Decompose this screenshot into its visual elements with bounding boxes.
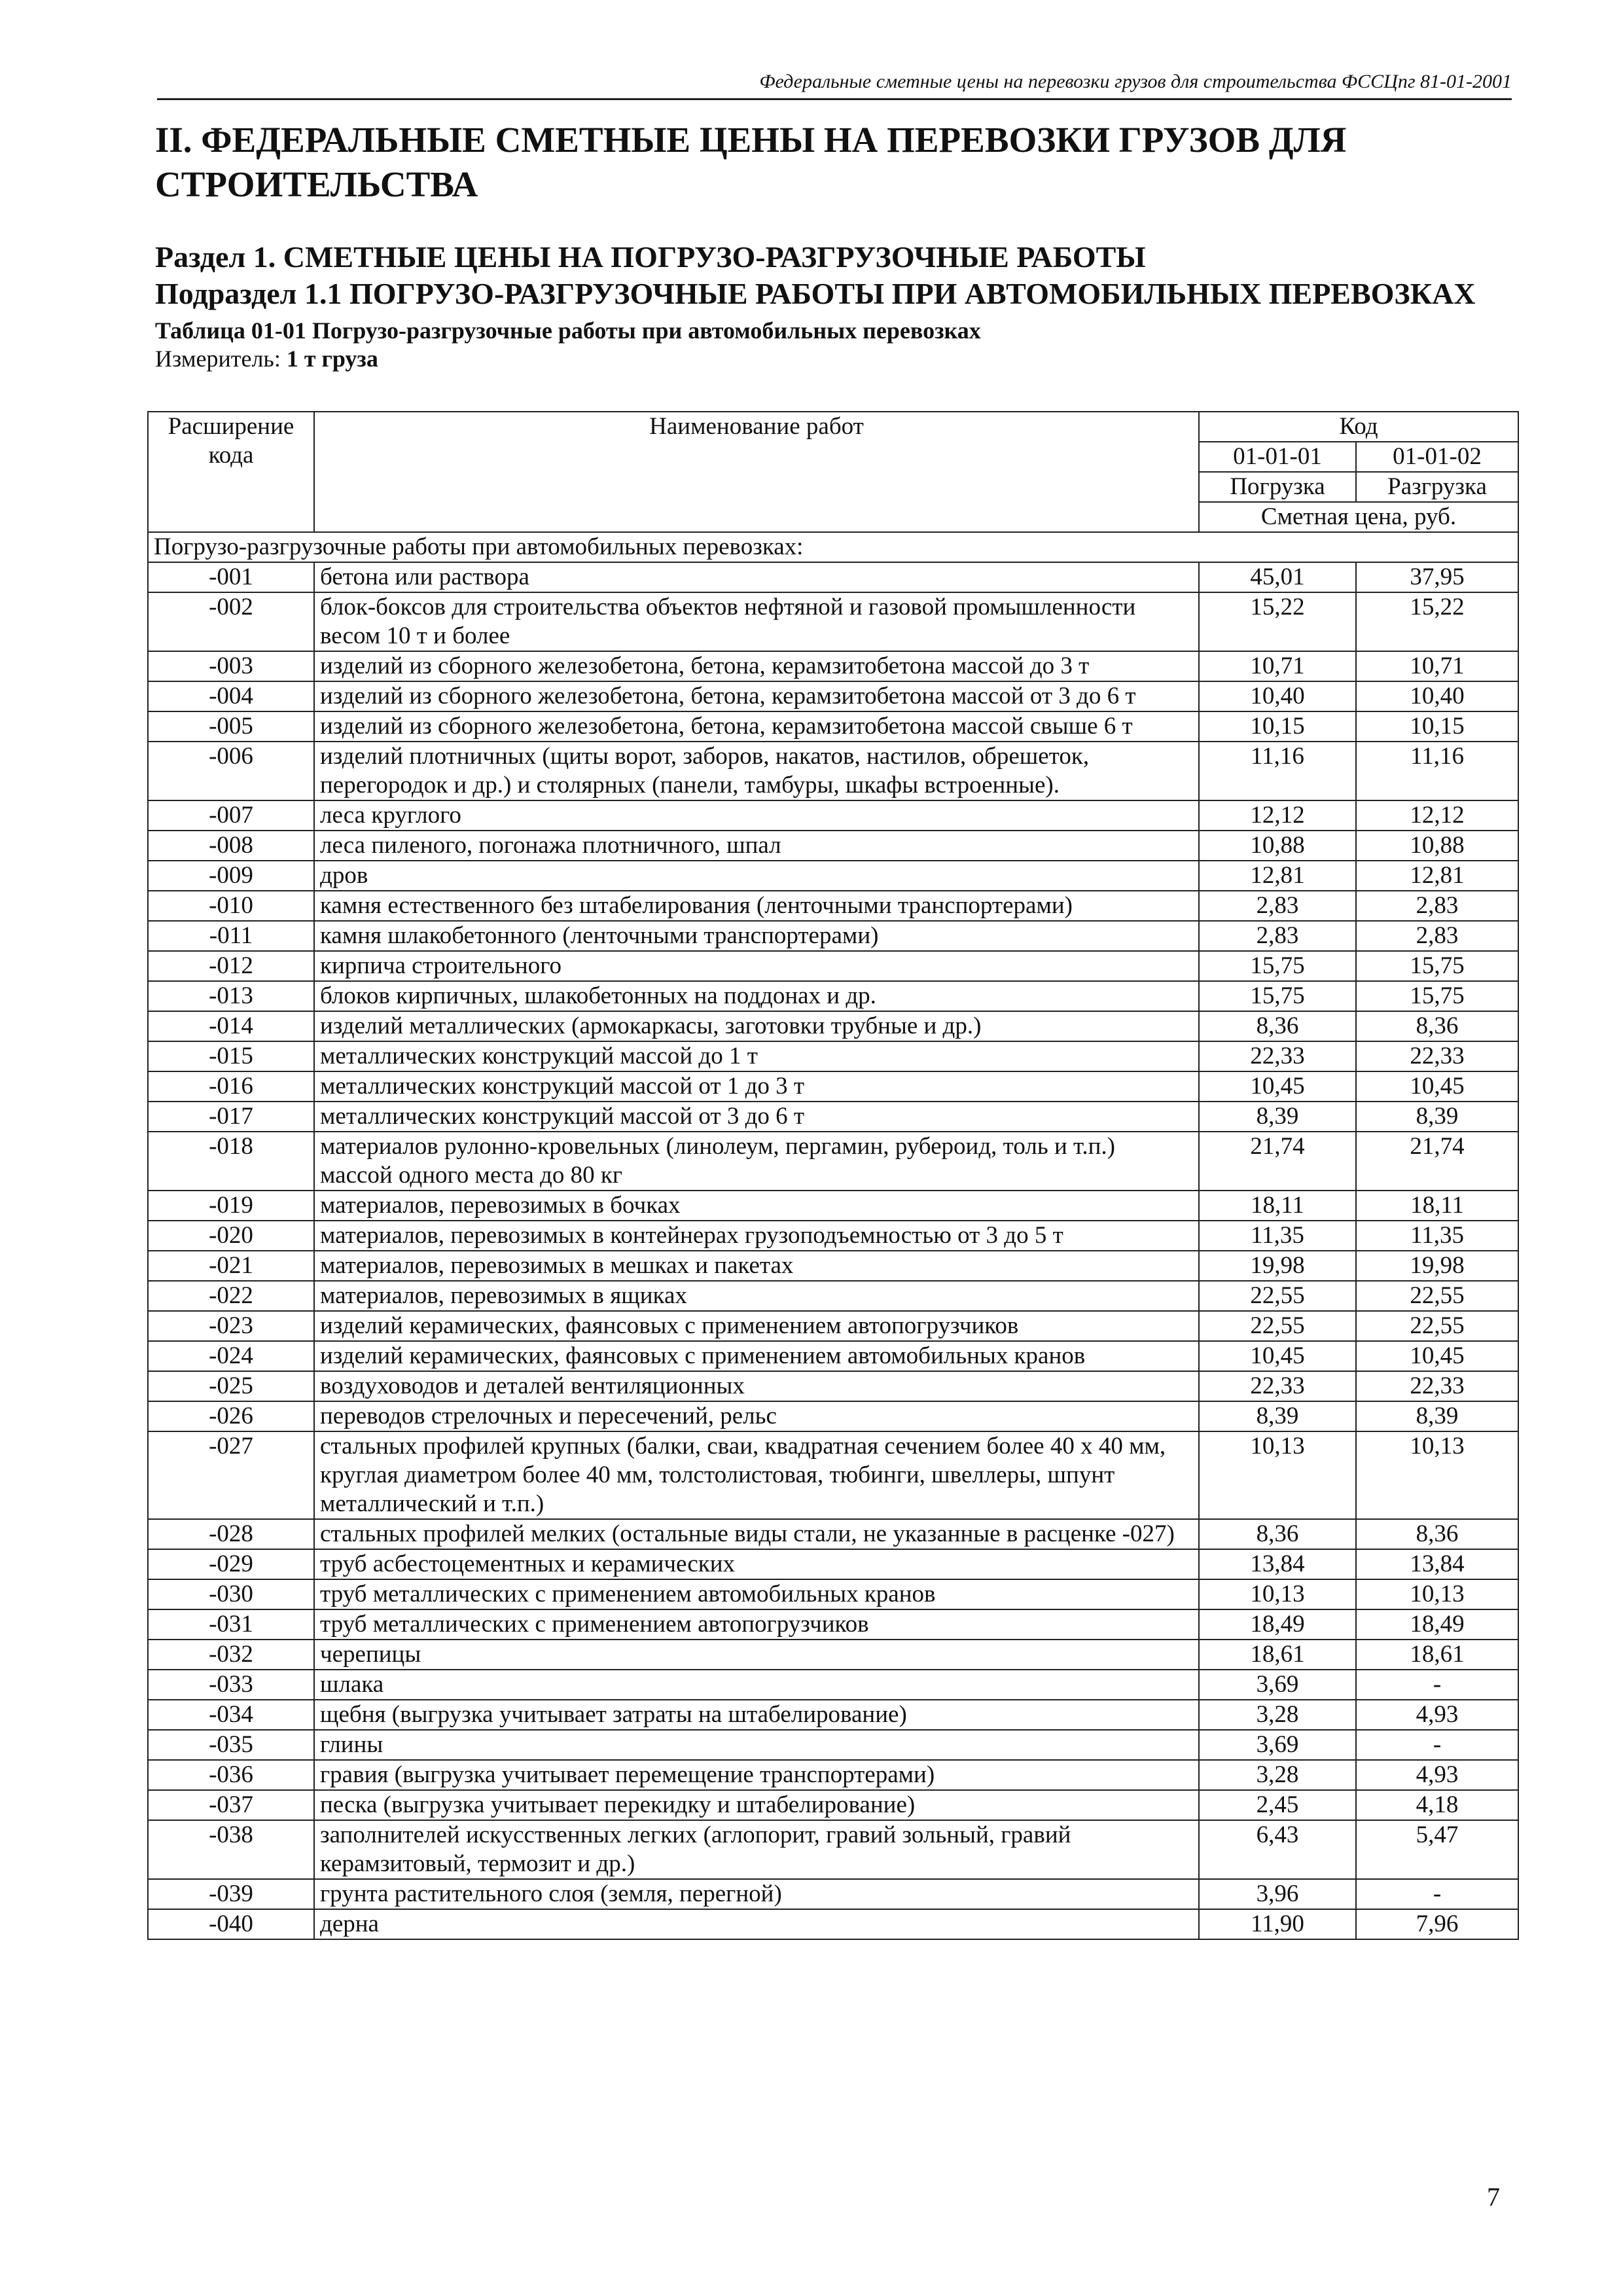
row-unload-price: 21,74 [1356, 1132, 1518, 1191]
subsection-title: Подраздел 1.1 ПОГРУЗО-РАЗГРУЗОЧНЫЕ РАБОТЫ ПРИ АВТОМОБИЛЬНЫХ ПЕРЕВОЗКАХ [155, 277, 1476, 310]
row-unload-price: 8,36 [1356, 1519, 1518, 1549]
row-name: материалов, перевозимых в мешках и пакетах [314, 1251, 1199, 1281]
row-name: леса пиленого, погонажа плотничного, шпал [314, 831, 1199, 861]
row-unload-price: 10,88 [1356, 831, 1518, 861]
row-load-price: 3,28 [1199, 1760, 1356, 1790]
row-unload-price: - [1356, 1670, 1518, 1700]
row-name: грунта растительного слоя (земля, перегной) [314, 1879, 1199, 1909]
row-name: металлических конструкций массой от 1 до 3 т [314, 1071, 1199, 1102]
row-unload-price: 4,18 [1356, 1790, 1518, 1820]
row-unload-price: 15,75 [1356, 981, 1518, 1011]
row-unload-price: 18,11 [1356, 1191, 1518, 1221]
row-code: -016 [148, 1071, 314, 1102]
row-code: -022 [148, 1281, 314, 1311]
row-name: переводов стрелочных и пересечений, рельс [314, 1401, 1199, 1431]
row-code: -014 [148, 1011, 314, 1041]
row-code: -036 [148, 1760, 314, 1790]
row-name: изделий керамических, фаянсовых с применением автопогрузчиков [314, 1311, 1199, 1341]
row-unload-price: 10,13 [1356, 1431, 1518, 1519]
table-row [148, 951, 1518, 981]
table-row [148, 1431, 1518, 1519]
row-code: -004 [148, 681, 314, 711]
row-name: заполнителей искусственных легких (аглопорит, гравий зольный, гравий керамзитовый, термозит и др.) [314, 1820, 1199, 1879]
row-name: стальных профилей мелких (остальные виды стали, не указанные в расценке -027) [314, 1519, 1199, 1549]
table-caption: Таблица 01-01 Погрузо-разгрузочные работы при автомобильных перевозках [155, 317, 981, 344]
table-row [148, 1579, 1518, 1609]
row-code: -019 [148, 1191, 314, 1221]
row-code: -034 [148, 1700, 314, 1730]
row-load-price: 11,35 [1199, 1221, 1356, 1251]
measure-label: Измеритель: [155, 346, 281, 372]
row-name: леса круглого [314, 800, 1199, 831]
row-name: изделий из сборного железобетона, бетона, керамзитобетона массой от 3 до 6 т [314, 681, 1199, 711]
row-load-price: 18,61 [1199, 1640, 1356, 1670]
row-unload-price: 8,39 [1356, 1401, 1518, 1431]
row-load-price: 8,39 [1199, 1102, 1356, 1132]
row-load-price: 11,90 [1199, 1909, 1356, 1939]
rates-table [147, 411, 1519, 1940]
row-unload-price: 22,33 [1356, 1041, 1518, 1071]
row-load-price: 10,13 [1199, 1431, 1356, 1519]
table-row [148, 1041, 1518, 1071]
row-load-price: 6,43 [1199, 1820, 1356, 1879]
row-unload-price: 10,71 [1356, 651, 1518, 681]
row-unload-price: 2,83 [1356, 891, 1518, 921]
row-code: -029 [148, 1549, 314, 1579]
row-load-price: 22,33 [1199, 1371, 1356, 1401]
row-name: материалов, перевозимых в контейнерах грузоподъемностью от 3 до 5 т [314, 1221, 1199, 1251]
row-name: металлических конструкций массой до 1 т [314, 1041, 1199, 1071]
row-code: -009 [148, 861, 314, 891]
row-code: -011 [148, 921, 314, 951]
row-load-price: 15,75 [1199, 981, 1356, 1011]
row-load-price: 2,45 [1199, 1790, 1356, 1820]
row-unload-price: 12,81 [1356, 861, 1518, 891]
row-load-price: 22,33 [1199, 1041, 1356, 1071]
table-row [148, 562, 1518, 592]
table-row [148, 1401, 1518, 1431]
row-unload-price: 22,55 [1356, 1311, 1518, 1341]
row-unload-price: 8,36 [1356, 1011, 1518, 1041]
table-row [148, 1519, 1518, 1549]
row-load-price: 11,16 [1199, 742, 1356, 800]
row-code: -002 [148, 592, 314, 651]
row-load-price: 15,75 [1199, 951, 1356, 981]
row-code: -015 [148, 1041, 314, 1071]
row-load-price: 3,96 [1199, 1879, 1356, 1909]
table-header [148, 412, 1518, 532]
row-name: металлических конструкций массой от 3 до 6 т [314, 1102, 1199, 1132]
row-code: -040 [148, 1909, 314, 1939]
row-load-price: 8,36 [1199, 1011, 1356, 1041]
measure-line [155, 345, 1516, 372]
row-code: -032 [148, 1640, 314, 1670]
row-code: -005 [148, 711, 314, 742]
table-row [148, 1790, 1518, 1820]
header-code-2: 01-01-02 [1356, 442, 1518, 472]
row-code: -039 [148, 1879, 314, 1909]
row-load-price: 18,49 [1199, 1609, 1356, 1640]
row-name: труб металлических с применением автопогрузчиков [314, 1609, 1199, 1640]
row-name: труб асбестоцементных и керамических [314, 1549, 1199, 1579]
row-name: щебня (выгрузка учитывает затраты на штабелирование) [314, 1700, 1199, 1730]
table-row [148, 711, 1518, 742]
table-row [148, 1549, 1518, 1579]
table-row [148, 1071, 1518, 1102]
table-row [148, 1102, 1518, 1132]
section-headings [155, 239, 1516, 372]
page-title: II. ФЕДЕРАЛЬНЫЕ СМЕТНЫЕ ЦЕНЫ НА ПЕРЕВОЗКИ ГРУЗОВ ДЛЯ СТРОИТЕЛЬСТВА [155, 120, 1347, 204]
table-row [148, 1730, 1518, 1760]
table-row [148, 1251, 1518, 1281]
table-row [148, 891, 1518, 921]
row-name: блоков кирпичных, шлакобетонных на поддонах и др. [314, 981, 1199, 1011]
row-code: -027 [148, 1431, 314, 1519]
row-name: стальных профилей крупных (балки, сваи, квадратная сечением более 40 х 40 мм, круглая диаметром более 40 мм, толстолистовая, тюбинги, швеллеры, шпунт металлический и т.п.) [314, 1431, 1199, 1519]
table-row [148, 742, 1518, 800]
row-name: бетона или раствора [314, 562, 1199, 592]
row-load-price: 3,69 [1199, 1730, 1356, 1760]
header-op-unload: Разгрузка [1356, 472, 1518, 502]
measure-value: 1 т груза [286, 346, 378, 372]
group-label: Погрузо-разгрузочные работы при автомобильных перевозках: [148, 532, 1518, 562]
row-code: -001 [148, 562, 314, 592]
row-load-price: 8,39 [1199, 1401, 1356, 1431]
row-name: изделий из сборного железобетона, бетона, керамзитобетона массой до 3 т [314, 651, 1199, 681]
row-load-price: 12,12 [1199, 800, 1356, 831]
row-load-price: 19,98 [1199, 1251, 1356, 1281]
row-unload-price: 15,22 [1356, 592, 1518, 651]
header-op-load: Погрузка [1199, 472, 1356, 502]
table-row [148, 861, 1518, 891]
row-load-price: 2,83 [1199, 921, 1356, 951]
row-load-price: 13,84 [1199, 1549, 1356, 1579]
page-number: 7 [1487, 2182, 1500, 2212]
row-unload-price: - [1356, 1879, 1518, 1909]
row-code: -017 [148, 1102, 314, 1132]
row-code: -020 [148, 1221, 314, 1251]
row-load-price: 15,22 [1199, 592, 1356, 651]
row-load-price: 21,74 [1199, 1132, 1356, 1191]
table-row [148, 1191, 1518, 1221]
row-name: гравия (выгрузка учитывает перемещение транспортерами) [314, 1760, 1199, 1790]
row-unload-price: 7,96 [1356, 1909, 1518, 1939]
table-row [148, 1341, 1518, 1371]
row-unload-price: 4,93 [1356, 1760, 1518, 1790]
row-name: дров [314, 861, 1199, 891]
row-code: -007 [148, 800, 314, 831]
header-unit: Сметная цена, руб. [1199, 502, 1518, 532]
row-unload-price: 10,15 [1356, 711, 1518, 742]
row-code: -030 [148, 1579, 314, 1609]
row-unload-price: 11,35 [1356, 1221, 1518, 1251]
row-name: глины [314, 1730, 1199, 1760]
row-load-price: 10,45 [1199, 1071, 1356, 1102]
row-load-price: 22,55 [1199, 1311, 1356, 1341]
header-work-name: Наименование работ [314, 412, 1199, 532]
row-name: черепицы [314, 1640, 1199, 1670]
row-load-price: 10,15 [1199, 711, 1356, 742]
table-row [148, 1311, 1518, 1341]
row-name: изделий металлических (армокаркасы, заготовки трубные и др.) [314, 1011, 1199, 1041]
row-code: -018 [148, 1132, 314, 1191]
table-row [148, 1760, 1518, 1790]
row-load-price: 3,69 [1199, 1670, 1356, 1700]
row-unload-price: - [1356, 1730, 1518, 1760]
row-code: -008 [148, 831, 314, 861]
row-name: изделий керамических, фаянсовых с применением автомобильных кранов [314, 1341, 1199, 1371]
row-name: труб металлических с применением автомобильных кранов [314, 1579, 1199, 1609]
row-name: песка (выгрузка учитывает перекидку и штабелирование) [314, 1790, 1199, 1820]
row-name: камня шлакобетонного (ленточными транспортерами) [314, 921, 1199, 951]
row-load-price: 22,55 [1199, 1281, 1356, 1311]
row-code: -038 [148, 1820, 314, 1879]
row-unload-price: 13,84 [1356, 1549, 1518, 1579]
row-code: -031 [148, 1609, 314, 1640]
row-code: -035 [148, 1730, 314, 1760]
row-unload-price: 18,61 [1356, 1640, 1518, 1670]
row-load-price: 10,71 [1199, 651, 1356, 681]
section-title: Раздел 1. СМЕТНЫЕ ЦЕНЫ НА ПОГРУЗО-РАЗГРУЗОЧНЫЕ РАБОТЫ [155, 240, 1146, 274]
row-code: -021 [148, 1251, 314, 1281]
row-unload-price: 15,75 [1356, 951, 1518, 981]
row-load-price: 10,40 [1199, 681, 1356, 711]
table-row [148, 1281, 1518, 1311]
row-code: -013 [148, 981, 314, 1011]
row-name: дерна [314, 1909, 1199, 1939]
row-name: материалов, перевозимых в бочках [314, 1191, 1199, 1221]
row-code: -025 [148, 1371, 314, 1401]
row-unload-price: 10,40 [1356, 681, 1518, 711]
table-body [148, 532, 1518, 1939]
table-row [148, 981, 1518, 1011]
row-name: шлака [314, 1670, 1199, 1700]
row-unload-price: 10,13 [1356, 1579, 1518, 1609]
row-unload-price: 22,55 [1356, 1281, 1518, 1311]
table-row [148, 1221, 1518, 1251]
table-row [148, 1011, 1518, 1041]
row-unload-price: 11,16 [1356, 742, 1518, 800]
row-code: -006 [148, 742, 314, 800]
running-header: Федеральные сметные цены на перевозки грузов для строительства ФССЦпг 81-01-2001 [157, 71, 1512, 100]
header-code-ext: Расширение кода [148, 412, 314, 532]
row-load-price: 45,01 [1199, 562, 1356, 592]
table-row [148, 1879, 1518, 1909]
row-unload-price: 19,98 [1356, 1251, 1518, 1281]
row-unload-price: 4,93 [1356, 1700, 1518, 1730]
row-load-price: 10,88 [1199, 831, 1356, 861]
row-unload-price: 12,12 [1356, 800, 1518, 831]
table-row [148, 1609, 1518, 1640]
row-name: кирпича строительного [314, 951, 1199, 981]
group-row [148, 532, 1518, 562]
row-code: -033 [148, 1670, 314, 1700]
table-row [148, 800, 1518, 831]
row-name: изделий из сборного железобетона, бетона, керамзитобетона массой свыше 6 т [314, 711, 1199, 742]
row-unload-price: 37,95 [1356, 562, 1518, 592]
row-load-price: 18,11 [1199, 1191, 1356, 1221]
row-load-price: 3,28 [1199, 1700, 1356, 1730]
row-name: камня естественного без штабелирования (ленточными транспортерами) [314, 891, 1199, 921]
header-code: Код [1199, 412, 1518, 442]
table-row [148, 1820, 1518, 1879]
row-name: материалов рулонно-кровельных (линолеум, пергамин, рубероид, толь и т.п.) массой одного места до 80 кг [314, 1132, 1199, 1191]
row-name: воздуховодов и деталей вентиляционных [314, 1371, 1199, 1401]
row-unload-price: 5,47 [1356, 1820, 1518, 1879]
table-row [148, 592, 1518, 651]
row-unload-price: 8,39 [1356, 1102, 1518, 1132]
row-code: -026 [148, 1401, 314, 1431]
row-unload-price: 10,45 [1356, 1071, 1518, 1102]
row-unload-price: 22,33 [1356, 1371, 1518, 1401]
table-row [148, 1132, 1518, 1191]
row-load-price: 12,81 [1199, 861, 1356, 891]
row-code: -023 [148, 1311, 314, 1341]
row-load-price: 8,36 [1199, 1519, 1356, 1549]
row-code: -024 [148, 1341, 314, 1371]
row-load-price: 10,13 [1199, 1579, 1356, 1609]
row-code: -037 [148, 1790, 314, 1820]
table-row [148, 921, 1518, 951]
row-code: -028 [148, 1519, 314, 1549]
header-code-1: 01-01-01 [1199, 442, 1356, 472]
row-unload-price: 2,83 [1356, 921, 1518, 951]
table-row [148, 651, 1518, 681]
table-row [148, 1700, 1518, 1730]
row-name: материалов, перевозимых в ящиках [314, 1281, 1199, 1311]
row-load-price: 10,45 [1199, 1341, 1356, 1371]
table-row [148, 681, 1518, 711]
row-code: -003 [148, 651, 314, 681]
row-load-price: 2,83 [1199, 891, 1356, 921]
row-name: блок-боксов для строительства объектов нефтяной и газовой промышленности весом 10 т и более [314, 592, 1199, 651]
row-unload-price: 10,45 [1356, 1341, 1518, 1371]
table-row [148, 1640, 1518, 1670]
row-name: изделий плотничных (щиты ворот, заборов, накатов, настилов, обрешеток, перегородок и др.) и столярных (панели, тамбуры, шкафы встроенные). [314, 742, 1199, 800]
row-code: -012 [148, 951, 314, 981]
table-row [148, 1670, 1518, 1700]
table-row [148, 1909, 1518, 1939]
table-row [148, 1371, 1518, 1401]
row-unload-price: 18,49 [1356, 1609, 1518, 1640]
row-code: -010 [148, 891, 314, 921]
table-row [148, 831, 1518, 861]
